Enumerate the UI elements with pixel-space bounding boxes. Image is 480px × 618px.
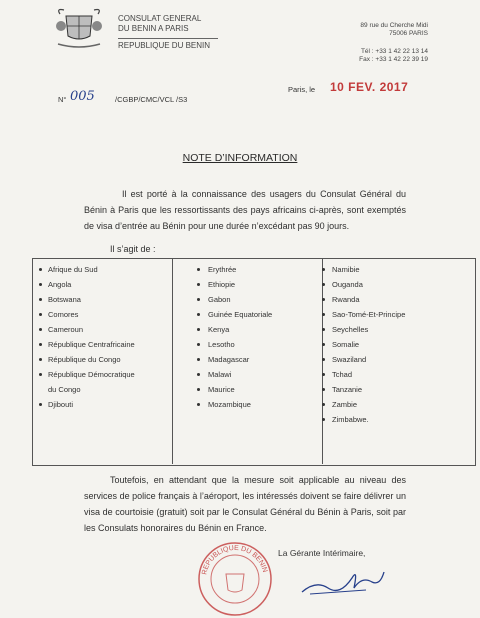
- reference-prefix: N°: [58, 95, 67, 104]
- list-item: République Centrafricaine: [32, 341, 172, 349]
- list-item: Maurice: [172, 386, 312, 394]
- list-item: Zambie: [322, 401, 462, 409]
- country-column-2: [172, 266, 312, 416]
- list-item: Cameroun: [32, 326, 172, 334]
- svg-text:REPUBLIQUE DU BENIN: [201, 545, 268, 576]
- list-item: Swaziland: [322, 356, 462, 364]
- stamp-text: REPUBLIQUE DU BENIN: [201, 544, 269, 576]
- tel-line: Tél : +33 1 42 22 13 14: [360, 48, 428, 55]
- document-title-wrap: [0, 152, 480, 164]
- org-line2: DU BENIN A PARIS: [118, 24, 189, 33]
- list-item: Lesotho: [172, 341, 312, 349]
- address-line1: 89 rue du Cherche Midi: [360, 22, 428, 29]
- date-place: Paris, le: [288, 85, 316, 94]
- list-item-continuation: du Congo: [48, 385, 81, 394]
- list-item: Rwanda: [322, 296, 462, 304]
- reference-suffix: /CGBP/CMC/VCL /S3: [115, 95, 188, 104]
- paragraph-exemption: Il est porté à la connaissance des usagers du Consulat Général du Bénin à Paris que les ressortissants des pays africains ci-après, sont exemptés de visa d’entrée au Bénin pour une durée n’excédant pas 90 jours.: [84, 189, 406, 231]
- list-item: Namibie: [322, 266, 462, 274]
- list-item: Ethiopie: [172, 281, 312, 289]
- reference-number: 005: [70, 89, 95, 104]
- list-item: Tanzanie: [322, 386, 462, 394]
- contact-block: [359, 48, 428, 64]
- list-item: Gabon: [172, 296, 312, 304]
- header-divider: [118, 38, 218, 39]
- list-item: Malawi: [172, 371, 312, 379]
- country-column-1: [32, 266, 172, 416]
- list-item: Madagascar: [172, 356, 312, 364]
- list-item: Zimbabwe.: [322, 416, 462, 424]
- list-item: Afrique du Sud: [32, 266, 172, 274]
- fax-line: Fax : +33 1 42 22 39 19: [359, 56, 428, 63]
- org-line3: REPUBLIQUE DU BENIN: [118, 41, 211, 50]
- list-item: République Démocratique: [32, 371, 172, 379]
- coat-of-arms-icon: [52, 8, 106, 50]
- list-item: République du Congo: [32, 356, 172, 364]
- official-stamp-icon: [196, 540, 274, 618]
- list-item: Kenya: [172, 326, 312, 334]
- list-item: Sao-Tomé-Et-Principe: [322, 311, 462, 319]
- document-title: NOTE D’INFORMATION: [182, 152, 298, 164]
- country-column-3: [322, 266, 462, 431]
- list-item: Ouganda: [322, 281, 462, 289]
- list-item: Botswana: [32, 296, 172, 304]
- address-line2: 75006 PARIS: [389, 30, 428, 37]
- list-item: Comores: [32, 311, 172, 319]
- address-block: [360, 22, 428, 38]
- list-item: Erythrée: [172, 266, 312, 274]
- date-stamp: 10 FEV. 2017: [330, 80, 409, 94]
- signature-icon: [296, 558, 386, 600]
- list-intro: Il s’agit de :: [110, 244, 156, 254]
- list-item: Mozambique: [172, 401, 312, 409]
- org-line1: CONSULAT GENERAL: [118, 14, 202, 23]
- list-item: Seychelles: [322, 326, 462, 334]
- list-item: Tchad: [322, 371, 462, 379]
- consulate-name: [118, 14, 228, 34]
- list-item: Guinée Equatoriale: [172, 311, 312, 319]
- list-item: Djibouti: [32, 401, 172, 409]
- signer-title: La Gérante Intérimaire,: [278, 548, 366, 558]
- list-item: Angola: [32, 281, 172, 289]
- paragraph-courtesy-visa: Toutefois, en attendant que la mesure soit applicable au niveau des services de police français à l’aéroport, les intéressés doivent se faire délivrer un visa de courtoisie (gratuit) soit par le Consulat Général du Bénin à Paris, soit par les Consulats honoraires du Bénin en France.: [84, 475, 406, 533]
- list-item: Somalie: [322, 341, 462, 349]
